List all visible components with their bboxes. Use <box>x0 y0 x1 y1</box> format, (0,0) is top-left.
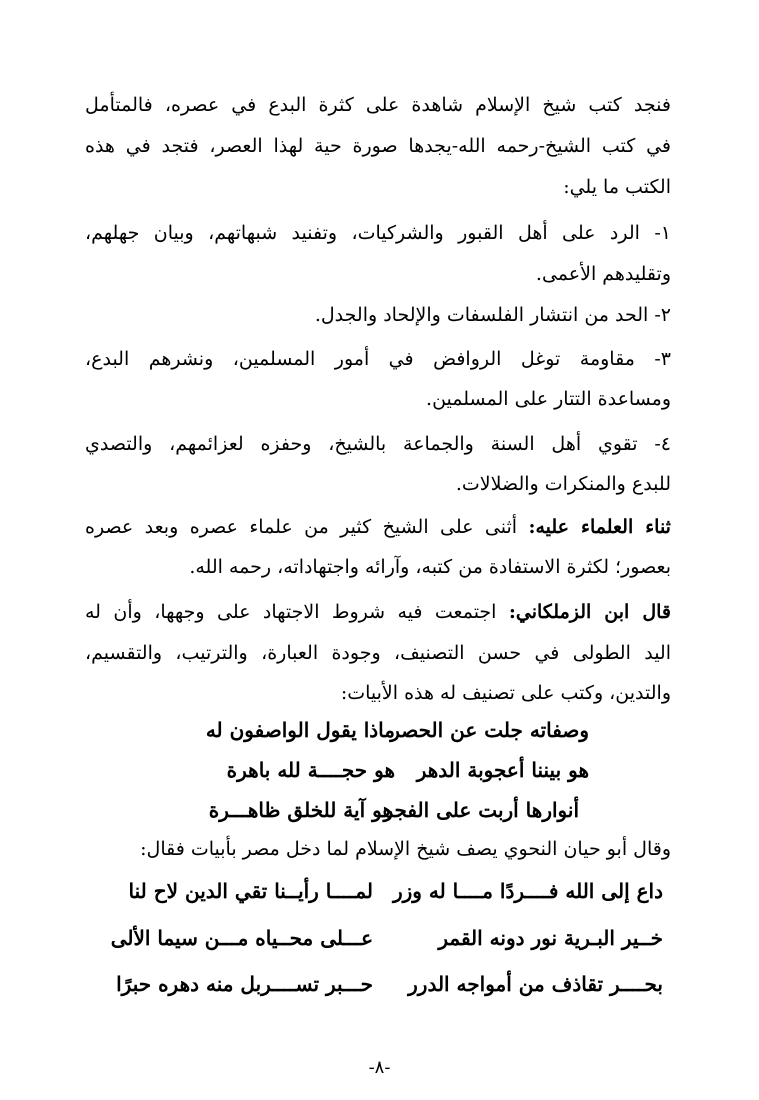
zamlakani-line-2: اليد الطولى في حسن التصنيف، وجودة العبارة، والترتيب، والتقسيم، <box>85 642 671 664</box>
poem2-verse-3-first: حـــبر تســــربل منه دهره حبرًا <box>116 972 373 996</box>
list-item-4-line-1: ٤- تقوي أهل السنة والجماعة بالشيخ، وحفزه لعزائمهم، والتصدي <box>85 433 671 455</box>
list-item-1-line-2: وتقليدهم الأعمى. <box>535 263 671 285</box>
zamlakani-line-1 <box>85 595 671 629</box>
poem2-verse-2-first: عـــلى محــياه مـــن سيما الألى <box>110 926 373 950</box>
praise-line-1 <box>85 510 671 544</box>
intro-line-3: الكتب ما يلي: <box>563 176 671 198</box>
zamlakani-line-3: والتدين، وكتب على تصنيف له هذه الأبيات: <box>340 682 671 704</box>
list-item-3-line-2: ومساعدة التتار على المسلمين. <box>426 388 671 410</box>
poem2-verse-1-second: داع إلى الله فــــردًا مــــا له وزر <box>392 879 663 903</box>
poem2-verse-2-second: خــير البـرية نور دونه القمر <box>438 926 663 950</box>
poem1-verse-2-second: هو بيننا أعجوبة الدهر <box>416 758 589 782</box>
praise-heading: ثناء العلماء عليه: <box>528 516 671 538</box>
poem1-verse-2-first: هو حجــــة لله باهرة <box>226 758 395 782</box>
page-number: -٨- <box>368 1057 391 1078</box>
zamlakani-heading: قال ابن الزملكاني: <box>508 601 672 623</box>
list-item-4-line-2: للبدع والمنكرات والضلالات. <box>455 473 671 495</box>
poem1-verse-3-second: أنوارها أربت على الفجر <box>383 798 579 822</box>
intro-line-1: فنجد كتب شيخ الإسلام شاهدة على كثرة البدع في عصره، فالمتأمل <box>85 94 671 116</box>
abu-hayyan-line: وقال أبو حيان النحوي يصف شيخ الإسلام لما دخل مصر بأبيات فقال: <box>140 838 671 860</box>
praise-line-2: بعصور؛ لكثرة الاستفادة من كتبه، وآرائه واجتهاداته، رحمه الله. <box>189 556 671 578</box>
poem1-verse-3-first: هو آية للخلق ظاهـــرة <box>208 798 393 822</box>
list-item-2-line-1: ٢- الحد من انتشار الفلسفات والإلحاد والجدل. <box>314 304 671 326</box>
praise-line-1-text: أثنى على الشيخ كثير من علماء عصره وبعد عصره <box>85 516 529 538</box>
list-item-1-line-1: ١- الرد على أهل القبور والشركيات، وتفنيد شبهاتهم، وبيان جهلهم، <box>85 222 671 244</box>
zamlakani-line-1-text: اجتمعت فيه شروط الاجتهاد على وجهها، وأن له <box>85 601 509 623</box>
poem1-verse-1-second: وصفاته جلت عن الحصر <box>390 718 589 742</box>
poem1-verse-1-first: ماذا يقول الواصفون له <box>205 718 395 742</box>
list-item-3-line-1: ٣- مقاومة توغل الروافض في أمور المسلمين، ونشرهم البدع، <box>85 348 671 370</box>
poem2-verse-3-second: بحــــر تقاذف من أمواجه الدرر <box>408 972 663 996</box>
poem2-verse-1-first: لمــــا رأيــنا تقي الدين لاح لنا <box>128 879 373 903</box>
intro-line-2: في كتب الشيخ-رحمه الله-يجدها صورة حية لهذا العصر، فتجد في هذه <box>85 135 671 157</box>
